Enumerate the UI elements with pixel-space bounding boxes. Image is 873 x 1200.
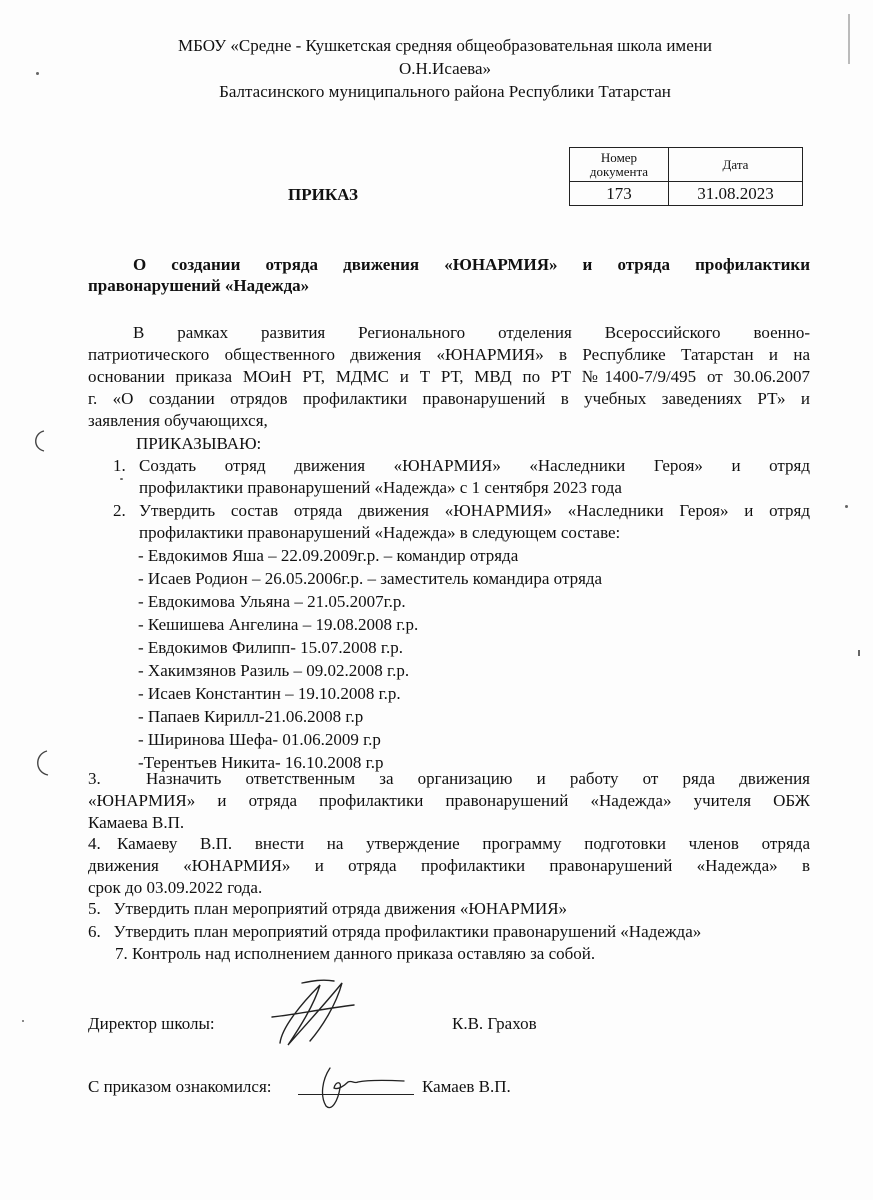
scan-speck bbox=[845, 505, 848, 508]
list-item: - Евдокимов Яша – 22.09.2009г.р. – командир отряда bbox=[138, 546, 519, 565]
list-item: - Хакимзянов Разиль – 09.02.2008 г.р. bbox=[138, 661, 410, 680]
subject-line-2: правонарушений «Надежда» bbox=[88, 276, 310, 295]
director-signature bbox=[262, 975, 362, 1055]
order-item-3 bbox=[88, 768, 810, 834]
list-item: - Исаев Константин – 19.10.2008 г.р. bbox=[138, 684, 401, 703]
preamble bbox=[88, 322, 810, 432]
members-list bbox=[138, 544, 602, 774]
scan-edge-mark bbox=[848, 14, 850, 64]
list-item: - Кешишева Ангелина – 19.08.2008 г.р. bbox=[138, 615, 419, 634]
item-1-line-1: Создать отряд движения «ЮНАРМИЯ» «Наследники Героя» и отряд bbox=[139, 456, 810, 475]
document-title: ПРИКАЗ bbox=[288, 185, 358, 204]
doc-number-header-line-1: Номер bbox=[600, 149, 638, 165]
item-1-line-2: профилактики правонарушений «Надежда» с 1 сентября 2023 года bbox=[139, 478, 622, 497]
order-subject bbox=[88, 254, 810, 296]
order-item-5: 5. Утвердить план мероприятий отряда движения «ЮНАРМИЯ» bbox=[88, 899, 568, 918]
item-1-number: 1. bbox=[113, 456, 126, 475]
preamble-line-1: В рамках развития Регионального отделения Всероссийского военно- bbox=[133, 323, 810, 342]
acknowledged-label: С приказом ознакомился: bbox=[88, 1077, 272, 1096]
org-district-line: Балтасинского муниципального района Республики Татарстан bbox=[219, 82, 671, 101]
item-3-line-3: Камаева В.П. bbox=[88, 813, 185, 832]
list-item: - Ширинова Шефа- 01.06.2009 г.р bbox=[138, 730, 381, 749]
preamble-line-3: основании приказа МОиН РТ, МДМС и Т РТ, МВД по РТ №1400-7/9/495 от 30.06.2007 bbox=[88, 367, 810, 386]
doc-date-header: Дата bbox=[669, 148, 803, 182]
list-item: - Исаев Родион – 26.05.2006г.р. – заместитель командира отряда bbox=[138, 569, 603, 588]
item-2-line-2: профилактики правонарушений «Надежда» в следующем составе: bbox=[139, 523, 621, 542]
item-4-line-1: Камаеву В.П. внести на утверждение программу подготовки членов отряда bbox=[117, 834, 810, 853]
scan-hole-mark bbox=[30, 748, 52, 778]
item-4-number: 4. bbox=[88, 834, 101, 853]
item-4-first-row bbox=[88, 833, 810, 855]
item-3-line-1: Назначить ответственным за организацию и работу от ряда движения bbox=[146, 769, 810, 788]
doc-date-value: 31.08.2023 bbox=[669, 182, 803, 206]
scan-speck bbox=[22, 1020, 24, 1022]
doc-number-header bbox=[570, 148, 669, 182]
item-3-line-2: «ЮНАРМИЯ» и отряда профилактики правонарушений «Надежда» учителя ОБЖ bbox=[88, 791, 810, 810]
acknowledged-name: Камаев В.П. bbox=[422, 1077, 511, 1096]
doc-number-header-line-2: документа bbox=[589, 163, 649, 179]
scan-speck bbox=[120, 478, 123, 480]
scan-speck bbox=[858, 650, 860, 656]
item-3-number: 3. bbox=[88, 769, 101, 788]
item-2-line-1: Утвердить состав отряда движения «ЮНАРМИЯ» «Наследники Героя» и отряд bbox=[139, 501, 810, 520]
list-item: - Евдокимов Филипп- 15.07.2008 г.р. bbox=[138, 638, 403, 657]
list-item: - Евдокимова Ульяна – 21.05.2007г.р. bbox=[138, 592, 406, 611]
document-number-table bbox=[569, 147, 803, 206]
director-name: К.В. Грахов bbox=[452, 1014, 537, 1033]
org-name-line-2: О.Н.Исаева» bbox=[398, 59, 492, 78]
list-item: - Папаев Кирилл-21.06.2008 г.р bbox=[138, 707, 364, 726]
doc-number-value: 173 bbox=[570, 182, 669, 206]
order-item-2 bbox=[113, 500, 810, 544]
order-item-1 bbox=[113, 455, 810, 499]
director-label: Директор школы: bbox=[88, 1014, 215, 1033]
subject-line-1: О создании отряда движения «ЮНАРМИЯ» и отряда профилактики bbox=[133, 255, 810, 274]
preamble-line-4: г. «О создании отрядов профилактики правонарушений в учебных заведениях РТ» и bbox=[88, 389, 810, 408]
scan-speck bbox=[36, 72, 39, 75]
item-3-first-row bbox=[88, 768, 810, 790]
item-2-number: 2. bbox=[113, 501, 126, 520]
acknowledged-signature bbox=[308, 1060, 408, 1120]
order-word: ПРИКАЗЫВАЮ: bbox=[136, 434, 262, 453]
preamble-line-2: патриотического общественного движения «ЮНАРМИЯ» в Республике Татарстан и на bbox=[88, 345, 810, 364]
order-item-6: 6. Утвердить план мероприятий отряда профилактики правонарушений «Надежда» bbox=[88, 922, 702, 941]
item-4-line-2: движения «ЮНАРМИЯ» и отряда профилактики правонарушений «Надежда» в bbox=[88, 856, 810, 875]
order-item-4 bbox=[88, 833, 810, 899]
list-item: -Терентьев Никита- 16.10.2008 г.р bbox=[138, 753, 384, 772]
preamble-line-5: заявления обучающихся, bbox=[88, 411, 268, 430]
org-name-line-1: МБОУ «Средне - Кушкетская средняя общеобразовательная школа имени bbox=[178, 36, 712, 55]
order-item-7: 7. Контроль над исполнением данного приказа оставляю за собой. bbox=[115, 944, 596, 963]
organization-header bbox=[100, 34, 790, 103]
scan-hole-mark bbox=[28, 428, 48, 454]
item-4-line-3: срок до 03.09.2022 года. bbox=[88, 878, 263, 897]
